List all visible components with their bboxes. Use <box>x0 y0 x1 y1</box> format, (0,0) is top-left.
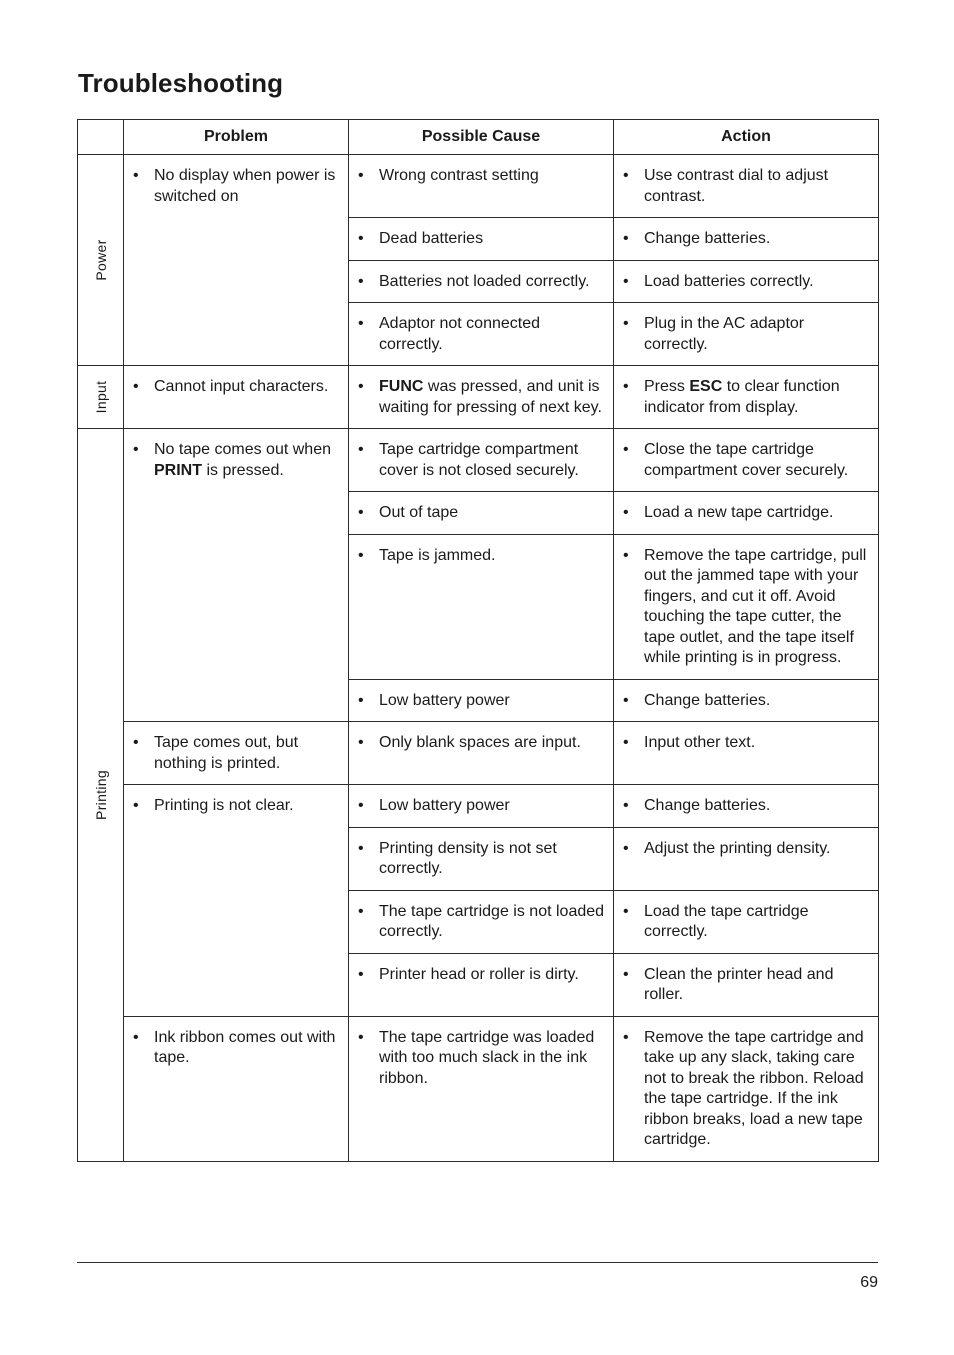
bullet: • <box>623 965 629 983</box>
bullet: • <box>623 441 629 458</box>
bullet: • <box>623 691 629 709</box>
problem-cell <box>124 155 349 366</box>
bullet: • <box>358 378 364 395</box>
bullet: • <box>133 734 139 751</box>
action-cell <box>614 303 879 366</box>
bullet: • <box>358 839 364 857</box>
action-cell <box>614 890 879 953</box>
table-row <box>78 366 879 429</box>
action <box>614 785 878 827</box>
section-label: Input <box>92 380 109 414</box>
cause-cell <box>349 953 614 1016</box>
action-cell <box>614 827 879 890</box>
action <box>614 828 878 870</box>
bullet: • <box>358 167 364 184</box>
action-cell <box>614 492 879 535</box>
bullet: • <box>358 546 364 564</box>
action <box>614 1017 878 1161</box>
cause <box>349 155 613 197</box>
action-cell <box>614 953 879 1016</box>
action-text: Change batteries. <box>644 797 771 814</box>
problem-text: Printing is not clear. <box>154 797 294 814</box>
action-text: Change batteries. <box>644 230 771 247</box>
action-text: Use contrast dial to adjust contrast. <box>644 167 829 205</box>
action <box>614 722 878 764</box>
bullet: • <box>358 315 364 332</box>
cause-text: Batteries not loaded correctly. <box>379 272 590 290</box>
bullet: • <box>623 734 629 751</box>
cause <box>349 891 613 953</box>
section-label: Power <box>92 239 109 281</box>
cause-text: Printing density is not set correctly. <box>379 839 557 877</box>
bullet: • <box>358 797 364 814</box>
problem-cell <box>124 785 349 1017</box>
action <box>614 366 878 428</box>
action-text: Remove the tape cartridge and take up any slack, taking care not to break the ribbon. Reload the tape cartridge. If the ink ribbon breaks, load a new tape cartridge. <box>644 1028 864 1148</box>
bullet: • <box>133 1028 139 1046</box>
bullet: • <box>623 272 629 290</box>
section-label: Printing <box>92 769 109 820</box>
bold-keyword: ESC <box>689 378 723 395</box>
action <box>614 155 878 217</box>
action <box>614 535 878 679</box>
cause <box>349 261 613 303</box>
cause-text: Wrong contrast setting <box>379 167 539 184</box>
cause-text: Dead batteries <box>379 230 484 247</box>
action-text: Load batteries correctly. <box>644 272 814 290</box>
cause-text: Tape is jammed. <box>379 546 496 564</box>
header-row <box>78 120 879 155</box>
table-row <box>78 722 879 785</box>
problem-text: No display when power is switched on <box>154 167 336 205</box>
cause <box>349 218 613 260</box>
cause-cell <box>349 1016 614 1161</box>
table-row <box>78 429 879 492</box>
table-row <box>78 155 879 218</box>
table-row <box>78 1016 879 1161</box>
action-cell <box>614 679 879 722</box>
action-cell <box>614 722 879 785</box>
cause <box>349 1017 613 1100</box>
header-section-blank <box>78 120 124 155</box>
action-cell <box>614 155 879 218</box>
action-text: Input other text. <box>644 734 756 751</box>
bullet: • <box>133 378 139 395</box>
action-text: Plug in the AC adaptor correctly. <box>644 315 805 353</box>
cause-text: Out of tape <box>379 504 459 521</box>
bullet: • <box>623 315 629 332</box>
bullet: • <box>623 839 629 857</box>
bullet: • <box>133 441 139 458</box>
cause-cell <box>349 429 614 492</box>
bullet: • <box>358 504 364 521</box>
problem <box>124 785 348 827</box>
table-row <box>78 785 879 828</box>
action <box>614 303 878 365</box>
bullet: • <box>133 167 139 184</box>
action-cell <box>614 534 879 679</box>
cause-cell <box>349 785 614 828</box>
bold-keyword: PRINT <box>154 461 202 479</box>
problem <box>124 366 348 408</box>
cause-text: The tape cartridge is not loaded correctly. <box>379 902 605 940</box>
cause-text: The tape cartridge was loaded with too much slack in the ink ribbon. <box>379 1028 595 1087</box>
problem <box>124 155 348 217</box>
problem-cell <box>124 1016 349 1161</box>
cause <box>349 535 613 577</box>
header-problem: Problem <box>124 120 349 155</box>
problem <box>124 722 348 784</box>
action <box>614 492 878 534</box>
bullet: • <box>358 272 364 290</box>
cause <box>349 828 613 890</box>
cause <box>349 954 613 996</box>
footer-rule <box>77 1262 878 1263</box>
cause-cell <box>349 534 614 679</box>
problem <box>124 1017 348 1079</box>
action <box>614 680 878 722</box>
action <box>614 218 878 260</box>
cause <box>349 722 613 764</box>
bullet: • <box>358 902 364 920</box>
action <box>614 429 878 491</box>
cause-cell <box>349 366 614 429</box>
bullet: • <box>358 1028 364 1046</box>
cause-cell <box>349 492 614 535</box>
problem-text: Ink ribbon comes out with tape. <box>154 1028 336 1066</box>
cause <box>349 680 613 722</box>
bullet: • <box>623 1028 629 1046</box>
action-text: Close the tape cartridge compartment cover securely. <box>644 441 849 479</box>
cause-cell <box>349 722 614 785</box>
action-text: Load the tape cartridge correctly. <box>644 902 809 940</box>
page-number: 69 <box>860 1274 878 1291</box>
bullet: • <box>358 691 364 709</box>
action-cell <box>614 1016 879 1161</box>
action-cell <box>614 260 879 303</box>
bullet: • <box>623 378 629 395</box>
cause-cell <box>349 303 614 366</box>
action-cell <box>614 785 879 828</box>
page-title: Troubleshooting <box>78 68 284 98</box>
bullet: • <box>623 167 629 184</box>
header-action: Action <box>614 120 879 155</box>
action-cell <box>614 429 879 492</box>
action <box>614 261 878 303</box>
problem-cell <box>124 366 349 429</box>
bullet: • <box>623 797 629 814</box>
header-possible-cause: Possible Cause <box>349 120 614 155</box>
bullet: • <box>358 441 364 458</box>
bullet: • <box>623 230 629 247</box>
problem-text: No tape comes out when PRINT is pressed. <box>154 441 331 479</box>
cause-cell <box>349 890 614 953</box>
cause-cell <box>349 260 614 303</box>
action-text: Adjust the printing density. <box>644 839 831 857</box>
bullet: • <box>623 546 629 564</box>
section-power <box>78 155 124 366</box>
bold-keyword: FUNC <box>379 378 424 395</box>
bullet: • <box>133 797 139 814</box>
problem-text: Tape comes out, but nothing is printed. <box>154 734 299 772</box>
action-text: Clean the printer head and roller. <box>644 965 834 1003</box>
action-cell <box>614 366 879 429</box>
cause-text: Low battery power <box>379 691 510 709</box>
cause <box>349 366 613 428</box>
cause <box>349 429 613 491</box>
cause-text: FUNC was pressed, and unit is waiting for pressing of next key. <box>379 378 602 416</box>
problem-cell <box>124 722 349 785</box>
action-text: Load a new tape cartridge. <box>644 504 834 521</box>
cause-text: Adaptor not connected correctly. <box>379 315 541 353</box>
bullet: • <box>358 734 364 751</box>
cause-cell <box>349 155 614 218</box>
cause-cell <box>349 218 614 261</box>
action-cell <box>614 218 879 261</box>
troubleshooting-table <box>77 119 879 1162</box>
cause-cell <box>349 679 614 722</box>
cause <box>349 785 613 827</box>
action-text: Remove the tape cartridge, pull out the jammed tape with your fingers, and cut it off. Avoid touching the tape cutter, the tape outlet, and the tape itself while printing is in progress. <box>644 546 867 666</box>
problem <box>124 429 348 491</box>
bullet: • <box>358 965 364 983</box>
action-text: Change batteries. <box>644 691 771 709</box>
action <box>614 891 878 953</box>
cause <box>349 492 613 534</box>
bullet: • <box>623 902 629 920</box>
cause-cell <box>349 827 614 890</box>
bullet: • <box>358 230 364 247</box>
cause-text: Tape cartridge compartment cover is not closed securely. <box>379 441 579 479</box>
cause-text: Only blank spaces are input. <box>379 734 581 751</box>
section-printing <box>78 429 124 1162</box>
action <box>614 954 878 1016</box>
action-text: Press ESC to clear function indicator from display. <box>644 378 840 416</box>
problem-text: Cannot input characters. <box>154 378 329 395</box>
cause-text: Printer head or roller is dirty. <box>379 965 579 983</box>
bullet: • <box>623 504 629 521</box>
problem-cell <box>124 429 349 722</box>
cause-text: Low battery power <box>379 797 510 814</box>
cause <box>349 303 613 365</box>
section-input <box>78 366 124 429</box>
